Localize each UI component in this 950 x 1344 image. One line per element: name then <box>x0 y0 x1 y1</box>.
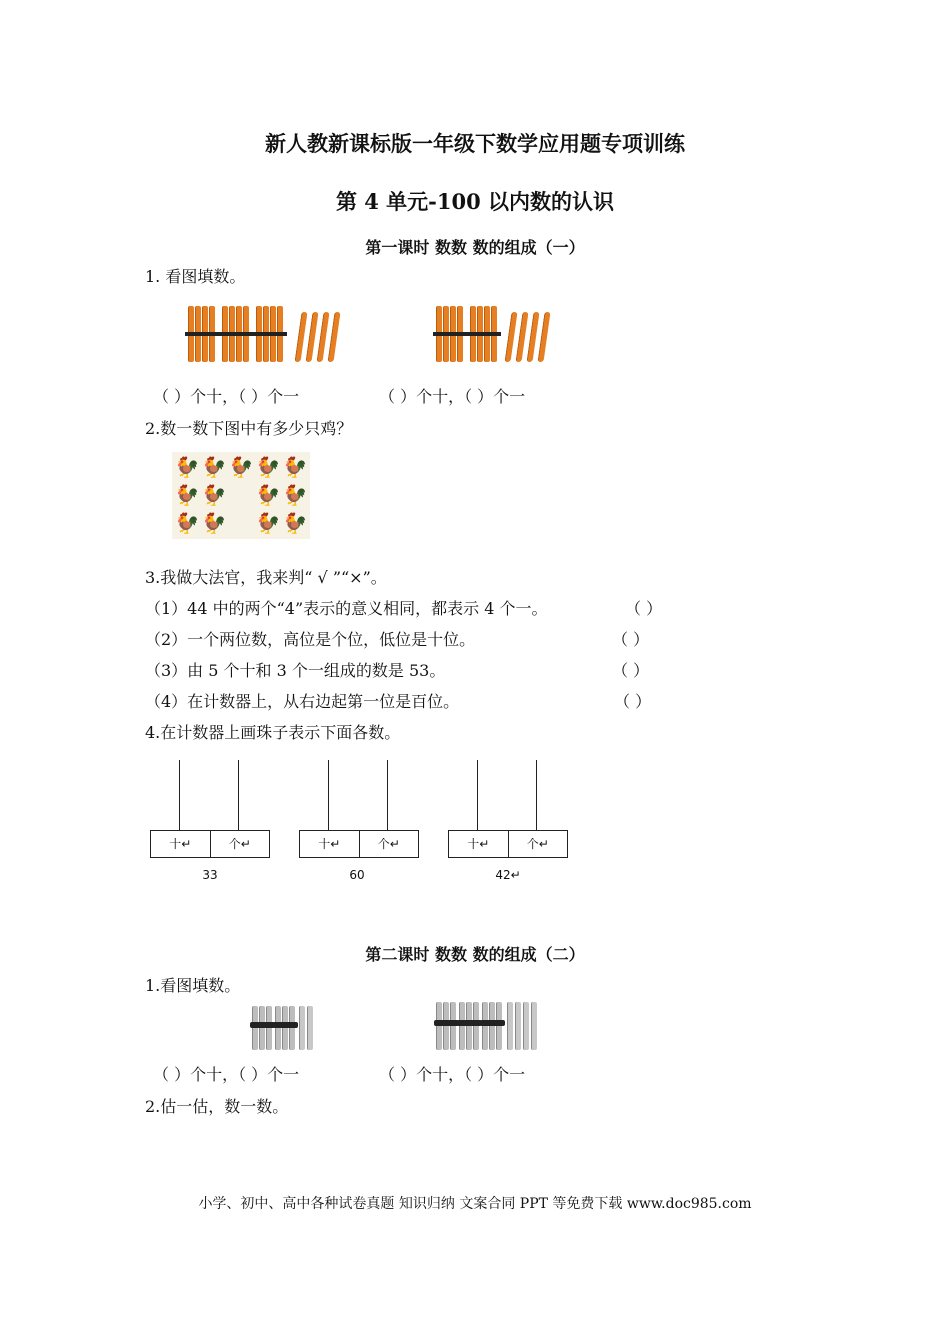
loose-stick <box>307 1006 313 1050</box>
abacus-number: 42↵ <box>495 868 521 882</box>
sticks-figure-b <box>436 306 552 366</box>
loose-stick <box>507 1002 513 1050</box>
rooster-icon <box>228 510 254 537</box>
rooster-icon: 🐓 <box>255 455 281 479</box>
abacus-2[interactable] <box>299 760 419 882</box>
rooster-icon: 🐓 <box>201 483 227 507</box>
abacus-base <box>448 830 568 858</box>
document-title: 新人教新课标版一年级下数学应用题专项训练 <box>265 131 685 156</box>
lesson1-heading: 第一课时 数数 数的组成（一） <box>365 238 585 257</box>
chicken-figure <box>172 452 310 539</box>
abacus-base <box>299 830 419 858</box>
page-footer: 小学、初中、高中各种试卷真题 知识归纳 文案合同 PPT 等免费下载 www.doc985.com <box>198 1196 752 1212</box>
abacus-number: 33 <box>202 868 218 882</box>
stick-bundle <box>188 306 216 362</box>
loose-stick <box>537 312 550 362</box>
lesson2-q1-fill-a: （ ）个十，（ ）个一 <box>153 1065 300 1084</box>
stick-bundle <box>436 1002 457 1050</box>
tens-rod[interactable] <box>477 760 478 830</box>
ones-label: 个↵ <box>508 831 568 857</box>
loose-stick <box>299 1006 305 1050</box>
stick-bundle <box>275 1006 296 1050</box>
gray-sticks-figure-b <box>436 1002 539 1054</box>
judge-blank-3[interactable]: （ ） <box>612 661 650 680</box>
judge-item-1: （1）44 中的两个“4”表示的意义相同，都表示 4 个一。 <box>145 599 548 618</box>
rooster-icon: 🐓 <box>174 455 200 479</box>
abacus-base <box>150 830 270 858</box>
ones-rod[interactable] <box>387 760 388 830</box>
stick-bundle <box>436 306 464 362</box>
rooster-icon: 🐓 <box>201 511 227 535</box>
tens-label: 十↵ <box>318 837 341 851</box>
lesson1-q1-label: 1. 看图填数。 <box>145 267 246 286</box>
stick-bundle <box>470 306 498 362</box>
loose-stick <box>515 1002 521 1050</box>
stick-bundle <box>252 1006 273 1050</box>
lesson2-q2-label: 2.估一估，数一数。 <box>145 1097 289 1116</box>
stick-bundle <box>459 1002 480 1050</box>
ones-rod[interactable] <box>536 760 537 830</box>
loose-stick <box>523 1002 529 1050</box>
lesson1-q3-label: 3.我做大法官，我来判“ √ ”“×”。 <box>145 568 387 587</box>
stick-bundle <box>482 1002 503 1050</box>
tens-label: 十↵ <box>467 837 490 851</box>
rooster-icon: 🐓 <box>174 511 200 535</box>
rooster-icon: 🐓 <box>255 483 281 507</box>
gray-sticks-figure-a <box>252 1006 315 1054</box>
judge-blank-2[interactable]: （ ） <box>612 630 650 649</box>
rooster-icon: 🐓 <box>201 455 227 479</box>
loose-stick <box>327 312 340 362</box>
rooster-icon: 🐓 <box>282 455 308 479</box>
rooster-icon: 🐓 <box>282 483 308 507</box>
lesson1-q1-fill-b: （ ）个十，（ ）个一 <box>379 387 526 406</box>
tens-rod[interactable] <box>179 760 180 830</box>
rooster-icon: 🐓 <box>282 511 308 535</box>
unit-title: 第 4 单元-100 以内数的认识 <box>335 189 615 214</box>
tens-rod[interactable] <box>328 760 329 830</box>
lesson2-heading: 第二课时 数数 数的组成（二） <box>365 945 585 964</box>
lesson1-q4-label: 4.在计数器上画珠子表示下面各数。 <box>145 723 401 742</box>
judge-blank-4[interactable]: （ ） <box>614 692 652 711</box>
judge-item-3: （3）由 5 个十和 3 个一组成的数是 53。 <box>145 661 446 680</box>
rooster-icon: 🐓 <box>228 455 254 479</box>
abacus-number: 60 <box>349 868 365 882</box>
sticks-figure-a <box>188 306 342 366</box>
lesson2-q1-fill-b: （ ）个十，（ ）个一 <box>379 1065 526 1084</box>
ones-label: 个↵ <box>359 831 419 857</box>
tens-label: 十↵ <box>169 837 192 851</box>
abacus-3[interactable] <box>448 760 568 882</box>
lesson2-q1-label: 1.看图填数。 <box>145 976 241 995</box>
stick-bundle <box>222 306 250 362</box>
rooster-icon <box>228 482 254 509</box>
ones-label: 个↵ <box>210 831 270 857</box>
judge-item-2: （2）一个两位数，高位是个位，低位是十位。 <box>145 630 476 649</box>
abacus-1[interactable] <box>150 760 270 882</box>
ones-rod[interactable] <box>238 760 239 830</box>
loose-stick <box>531 1002 537 1050</box>
rooster-icon: 🐓 <box>174 483 200 507</box>
rooster-icon: 🐓 <box>255 511 281 535</box>
lesson1-q2-label: 2.数一数下图中有多少只鸡？ <box>145 419 353 438</box>
stick-bundle <box>256 306 284 362</box>
judge-blank-1[interactable]: （ ） <box>625 599 663 618</box>
judge-item-4: （4）在计数器上，从右边起第一位是百位。 <box>145 692 460 711</box>
lesson1-q1-fill-a: （ ）个十，（ ）个一 <box>153 387 300 406</box>
